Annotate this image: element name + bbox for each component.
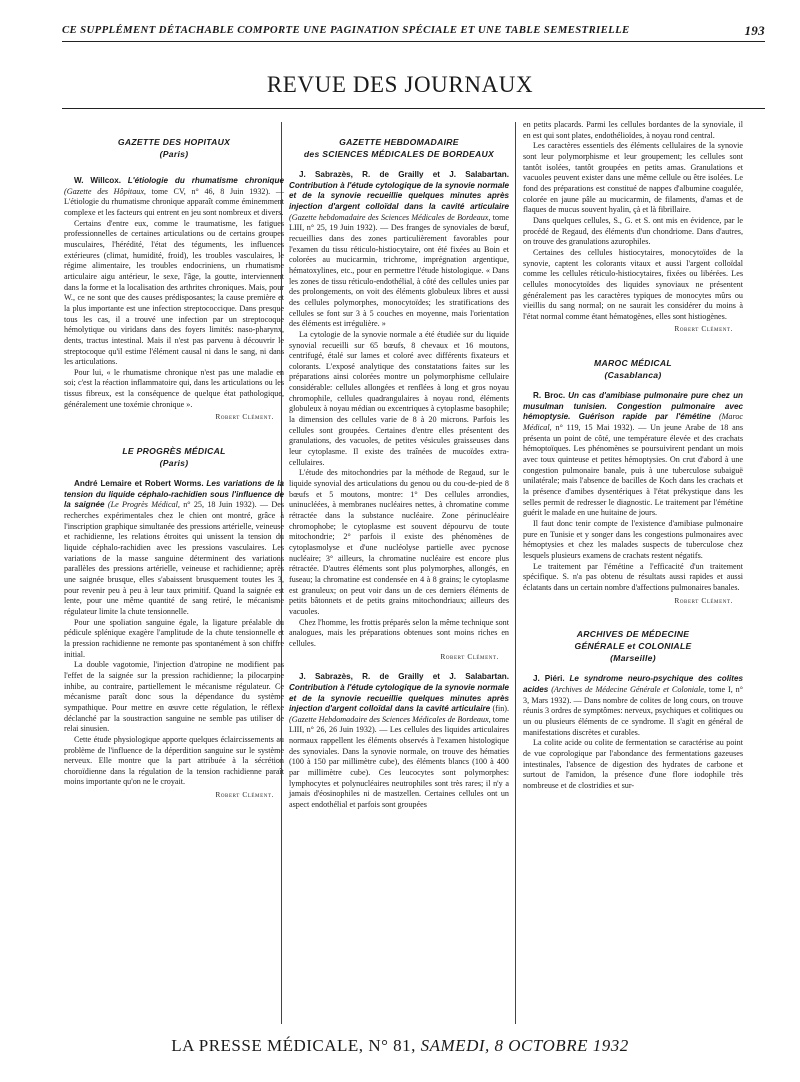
article-title: Les variations de la tension du liquide céphalo-rachidien sous l'influence de la saignée xyxy=(64,479,285,510)
article-author: W. Willcox. xyxy=(74,176,122,185)
article-author: J. Piéri. xyxy=(533,674,565,684)
article-intro xyxy=(64,176,284,219)
article-text: tome CV, n° 46, 8 Juin 1932). — L'étiologie du rhumatisme chronique apparaît comme éminemment complexe et les facteurs qui entrent en jeu sont nombreux et divers. xyxy=(64,186,284,217)
article-paragraph: Pour lui, « le rhumatisme chronique n'est pas une maladie en soi; c'est la réaction inflammatoire qui, dans les articulations ou les tissus fibreux, est la conséquence de quelque état pathologique, généralement une toxémie chronique ». xyxy=(64,367,284,409)
journal-subtitle: GÉNÉRALE et COLONIALE xyxy=(574,641,692,652)
masthead-rule xyxy=(62,108,765,109)
article-author: André Lemaire et Robert Worms. xyxy=(74,479,204,489)
journal-heading xyxy=(289,136,509,160)
article-text: tome I, n° 3, Mars 1932). — Dans nombre de colites de long cours, on trouve réunis 3 ordres de symptômes: nerveux, psychiques et colitiques ou un ou plusieurs éléments de ce syndrome. Il s'agit en général de manifestations discrètes et curables. xyxy=(523,684,743,737)
article-paragraph: L'étude des mitochondries par la méthode de Regaud, sur le liquide synovial des articulations du genou ou du cou-de-pied de 8 bœufs et 5 moutons, montre: 1° Des cellules arrondies, uninucléées, à membranes nucléaires nettes, à chromatine comme rétractée dans la substance nucléaire. Zone périnucléaire chromophobe; le cytoplasme est souvent dépourvu de toute mitochondrie; 2° parfois il existe des phénomènes de cytoplasmolyse et d'une nucléolyse partielle avec pycnose nucléaire; 3° ailleurs, la chromatine nucléaire est encore plus rétractée. D'autres éléments sont plus polymorphes, allongés, en fuseau; la chromatine est condensée en 4 à 8 grains; le cytoplasme est granuleux; on peut voir dans un de ces derniers éléments de petits bâtonnets et de petits grains mitochondriaux; ailleurs des vacuoles. xyxy=(289,468,509,616)
article-title: L'étiologie du rhumatisme chronique xyxy=(127,176,284,185)
article-intro xyxy=(523,391,743,519)
page-number: 193 xyxy=(744,23,765,38)
article-paragraph: La colite acide ou colite de fermentation se caractérise au point de vue coprologique par l'abondance des fermentations gazeuses intestinales, l'absence de digestion des hydrates de carbone et surtout de l'amidon, la présence d'une flore iodophile très nombreuse et de clostridies et sur- xyxy=(523,738,743,790)
article-paragraph: Les caractères essentiels des éléments cellulaires de la synovie sont leur polymorphisme et leur groupement; les cellules sont tantôt isolées, tantôt groupées en petits amas. Granulations et vacuoles peuvent exister dans une même cellule ou être isolées. Le fond des préparations est constitué de nappes d'albumine coagulée, colorée en jaune pâle au mucicarmin, de filaments, d'amas et de flaques de mucus souvent hyalin, çà et là fibrillaire. xyxy=(523,141,743,215)
article-intro xyxy=(523,674,743,738)
article-title: Contribution à l'étude cytologique de la synovie normale et de la synovie recueillie quelques minutes après injection d'argent colloïdal dans la cavité articulaire xyxy=(289,180,509,211)
article-source: (Maroc Médical, xyxy=(523,412,744,433)
column-3 xyxy=(523,120,743,791)
article-paragraph: La cytologie de la synovie normale a été étudiée sur du liquide synovial recueilli sur 65 bœufs, 8 chevaux et 16 moutons, centrifugé, étalé sur lames et coloré avec différents fixateurs et colorants. L'exposé analytique des constatations faites sur les préparations ainsi colorées montre un polymorphisme cellulaire considérable: cellules allongées et renflées à long et gros noyau chromophile, cellules quadrangulaires à noyau rond, éléments globuleux à noyau médian ou excentriques à cytoplasme basophile; la dimension des cellules varie de 8 à 20 microns. Parfois les cellules sont groupées. Certaines d'entre elles présentent des granulations, des vacuoles, de petites vésicules graisseuses dans leur cytoplasme. Il existe des traînées de mucoïdes extra-cellulaires. xyxy=(289,329,509,467)
article-text: n° 25, 18 Juin 1932). — Des recherches expérimentales chez le chien ont montré, grâce à l'inscription graphique simultanée des pressions artérielle, veineuse et rachidienne, les relations étroites qui unissent la tension du liquide céphalo-rachidien avec les pressions vasculaires. Les variations de la masse sanguine déterminent des variations parallèles des pressions artérielle, veineuse et rachidienne; après une saignée brusque, elles s'abaissent brusquement toutes les 3, pour revenir peu à peu à leur taux primitif. Quand la saignée est lente, pour une même quantité de sang retiré, le mécanisme régulateur limite la chute tensionnelle. xyxy=(64,500,284,616)
article-paragraph: La double vagotomie, l'injection d'atropine ne modifient pas l'effet de la saignée sur la pression rachidienne; la pilocarpine inhibe, au contraire, partiellement le mécanisme régulateur. Ce mécanisme paraît donc sous la dépendance du système sympathique. Pour mettre en œuvre cette régulation, le réflexe déclanché par la soustraction sanguine ne semble pas utiliser de relai sinusien. xyxy=(64,660,284,734)
article-signature: Robert Clément. xyxy=(674,596,733,605)
column-1 xyxy=(64,126,284,801)
article-title: Contribution à l'étude cytologique de la synovie normale et de la synovie recueillie quelques minutes après injection d'argent colloïdal dans la cavité articulaire xyxy=(289,682,509,714)
article-intro xyxy=(289,170,509,330)
article-intro xyxy=(289,672,509,811)
journal-heading xyxy=(523,628,743,664)
article-source: (Archives de Médecine Générale et Coloniale, xyxy=(551,684,706,694)
supplement-notice-text: CE SUPPLÉMENT DÉTACHABLE COMPORTE UNE PAGINATION SPÉCIALE ET UNE TABLE SEMESTRIELLE xyxy=(62,24,630,36)
article-paragraph: Cette étude physiologique apporte quelques éclaircissements au problème de l'influence de la déperdition sanguine sur le système nerveux. Elle montre que la part attribuée à la sécrétion choroïdienne dans la régulation de la tension rachidienne paraît moins importante qu'on ne le croyait. xyxy=(64,734,284,787)
article-paragraph: Dans quelques cellules, S., G. et S. ont mis en évidence, par le procédé de Regaud, des éléments d'un chondriome. Dans d'autres, on trouve des granulations azurophiles. xyxy=(523,215,743,247)
article-text: tome LIII, n° 25, 19 Juin 1932). — Des franges de synoviales de bœuf, recueillies dans des zones particulièrement favorables pour l'examen du tissu réticulo-histiocytaire, ont été fixées au Boin et colorées au mucicarmin, trichrome, imprégnation argentique, hématoxylines, etc., pour en permettre l'étude histologique. « Dans les zones de tissu réticulo-endothélial, à côté des cellules unies par des prolongements, on voit des éléments globuleux libres et aussi des cellules polymorphes, monocytoïdes; les stratifications des cellules se font sur 3 à 5 couches en moyenne, mais l'orientation des éléments est irrégulière. » xyxy=(289,212,509,329)
article-paragraph: Il faut donc tenir compte de l'existence d'amibiase pulmonaire pure en Tunisie et y songer dans les congestions pulmonaires avec hémoptysies et chez les malades suspects de tuberculose chez lesquels plusieurs examens de crachats restent négatifs. xyxy=(523,519,743,560)
article-paragraph: Chez l'homme, les frottis préparés selon la même technique sont analogues, mais les préparations obtenues sont moins riches en cellules. xyxy=(289,617,509,648)
journal-heading xyxy=(64,136,284,160)
article-signature: Robert Clément. xyxy=(215,413,274,422)
article-text: n° 119, 15 Mai 1932). — Un jeune Arabe de 18 ans présenta un point de côté, une température élevée et des crachats hémoptoïques. Les phénomènes se poursuivirent pendant un mois avec toux quinteuse et petites hémoptysies. On crut d'abord à une congestion pulmonaire banale, puis à une tuberculose subaiguë unilatérale; mais l'absence de bacilles de Koch dans les crachats et la présence d'amibes dysentériques à l'état prékystique dans les selles permit de redresser le diagnostic. Le traitement par l'émétine guérit le malade en une huitaine de jours. xyxy=(523,423,743,518)
article-source: (Gazette Hebdomadaire des Sciences Médicales de Bordeaux, xyxy=(289,714,491,724)
journal-city: (Paris) xyxy=(159,458,189,469)
journal-name: MAROC MÉDICAL xyxy=(594,358,672,369)
article-intro xyxy=(64,479,284,618)
article-author: J. Sabrazès, R. de Grailly et J. Salabartan. xyxy=(299,170,509,179)
top-rule xyxy=(62,41,765,42)
journal-heading xyxy=(523,357,743,381)
article-text: tome LIII, n° 26, 26 Juin 1932). — Les cellules des liquides articulaires normaux rappellent les éléments observés à l'examen histologique des synoviales. Dans la synovie normale, on trouve des hématies (100 à 150 par millimètre cube), des éléments blancs (100 à 400 par millimètre cube). Ces leucocytes sont polymorphes: lymphocytes et polynucléaires neutrophiles sont très rares; il n'y a jamais d'éosinophiles ni de mastzellen. Certaines cellules ont un aspect endothélial et parfois sont groupées xyxy=(289,714,510,810)
page-footer xyxy=(0,1036,800,1056)
column-divider-2 xyxy=(515,122,516,1024)
footer-day: SAMEDI, xyxy=(420,1036,490,1055)
journal-city: (Paris) xyxy=(159,149,189,159)
journal-subtitle: des SCIENCES MÉDICALES DE BORDEAUX xyxy=(303,149,495,159)
article-part: (fin). xyxy=(492,704,510,714)
article-paragraph: Pour une spoliation sanguine égale, la ligature préalable du pédicule splénique exagère l'amplitude de la chute tensionnelle et la pression rachidienne ne remonte pas spontanément à son chiffre initial. xyxy=(64,617,284,659)
column-2 xyxy=(289,126,509,811)
article-signature: Robert Clément. xyxy=(674,325,733,334)
journal-heading xyxy=(64,445,284,469)
article-signature: Robert Clément. xyxy=(215,791,274,800)
journal-city: (Casablanca) xyxy=(604,370,662,381)
section-title: REVUE DES JOURNAUX xyxy=(266,72,534,97)
article-paragraph: en petits placards. Parmi les cellules bordantes de la synoviale, il en est qui sont plates, endothélioïdes, à noyau rond central. xyxy=(523,120,743,140)
article-paragraph: Certains d'entre eux, comme le traumatisme, les fatigues professionnelles de certaines articulations ou de certains groupes musculaires, l'hérédité, l'état des téguments, les influences extérieures (climat, humidité, froid), les troubles vasculaires, le régime alimentaire, les troubles endocriniens, un rhumatisme articulaire aigu antérieur, le sexe, l'âge, la goutte, interviennent dans la forme et la localisation des arthrites chroniques. Mais, pour W., ce ne sont que des causes prédisposantes; la cause première et la plus importante est une infection streptococcique. Dans presque tous les cas, il a trouvé une infection par un streptocoque hémolytique ou viridans dans des foyers limités: naso-pharynx, dents, tractus intestinal. Mais il n'est pas parvenu à découvrir le streptocoque qu'il estime l'élément causal ni dans le sang, ni dans les articulations. xyxy=(64,218,284,367)
journal-name: GAZETTE HEBDOMADAIRE xyxy=(339,137,459,147)
article-paragraph: Le traitement par l'émétine a l'efficacité d'un traitement spécifique. S. n'a pas obtenu de résultats aussi rapides et aussi éclatants dans un certain nombre d'affections pulmonaires banales. xyxy=(523,561,743,592)
journal-name: GAZETTE DES HOPITAUX xyxy=(117,137,231,147)
footer-journal: LA PRESSE MÉDICALE, xyxy=(171,1036,364,1055)
footer-date: 8 OCTOBRE xyxy=(494,1036,588,1055)
article-author: J. Sabrazès, R. de Grailly et J. Salabartan. xyxy=(299,672,509,682)
article-title: Un cas d'amibiase pulmonaire pure chez un musulman tunisien. Congestion pulmonaire avec hémoptysie. Guérison rapide par l'émétine xyxy=(523,391,744,422)
article-author: R. Broc. xyxy=(533,391,566,401)
journal-city: (Marseille) xyxy=(610,653,656,664)
supplement-notice xyxy=(62,24,765,36)
footer-issue: N° 81, xyxy=(368,1036,416,1055)
article-signature: Robert Clément. xyxy=(440,652,499,661)
article-title: Le syndrome neuro-psychique des colites acides xyxy=(523,674,744,694)
article-source: (Le Progrès Médical, xyxy=(107,500,180,510)
article-paragraph: Certaines des cellules histiocytaires, monocytoïdes de la synovie, captent les colorants vitaux et aussi l'argent colloïdal comme les cellules réticulo-histiocytaires, fixées ou libérées. Les cellules monocytoïdes des liquides synoviaux ne présentent généralement pas les caractères typiques de monocytes mûrs ou vieillis du sang normal; on ne saurait les considérer du moins à l'état normal comme étant hématogènes, elles sont histiogènes. xyxy=(523,247,743,321)
footer-year: 1932 xyxy=(592,1036,629,1055)
article-source: (Gazette hebdomadaire des Sciences Médicales de Bordeaux, xyxy=(289,212,491,222)
article-source: (Gazette des Hôpitaux, xyxy=(64,186,146,196)
journal-name: LE PROGRÈS MÉDICAL xyxy=(122,446,226,457)
journal-name: ARCHIVES DE MÉDECINE xyxy=(576,629,690,640)
